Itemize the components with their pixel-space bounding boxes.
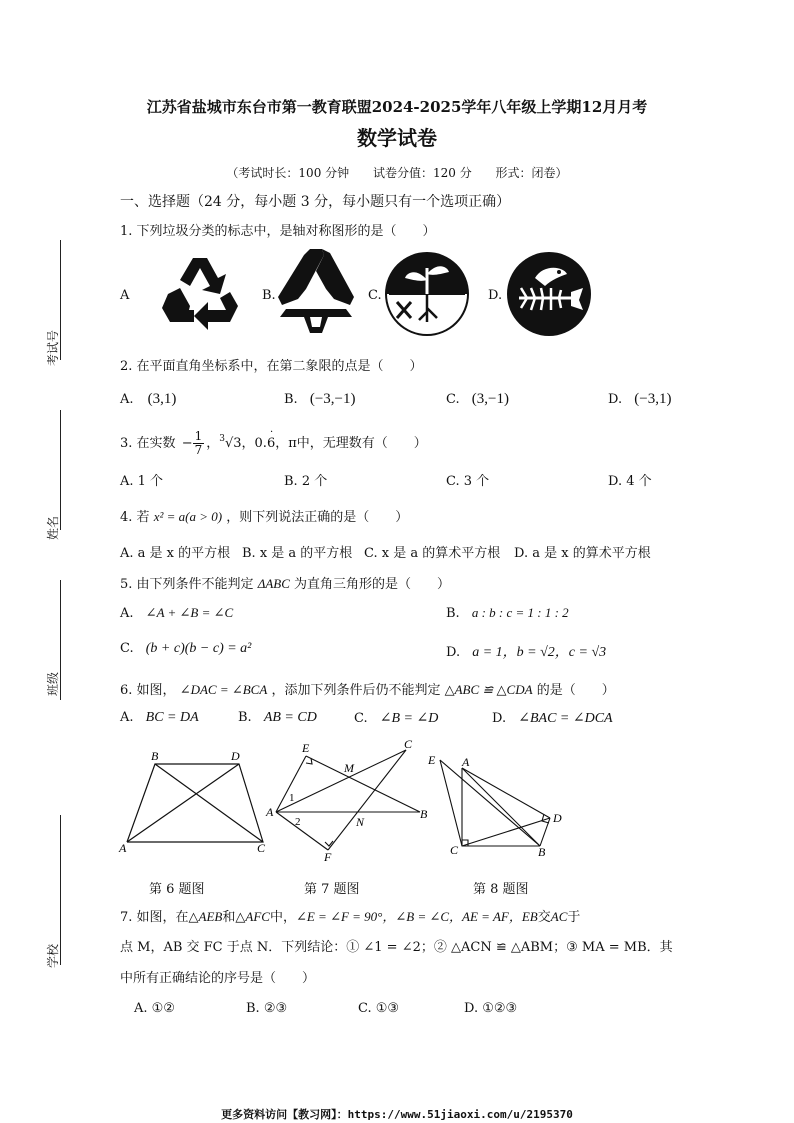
f6-label-c: C <box>257 841 266 855</box>
q3-stem-a: 3. 在实数 <box>120 436 176 451</box>
q3-opt-b: B. 2 个 <box>284 474 328 489</box>
q5-opt-c <box>120 641 251 657</box>
q2-opt-c-val: (3,−1) <box>471 391 509 407</box>
f8-label-e: E <box>428 753 436 767</box>
recycle-icon <box>160 252 240 330</box>
q5-opt-a-val: ∠A + ∠B = ∠C <box>145 605 234 620</box>
q7-line1-c: 中， <box>269 910 296 925</box>
f6-label-b: B <box>151 749 159 763</box>
figure-7 <box>262 738 437 863</box>
q7-opt-d: D. ①②③ <box>464 1001 518 1016</box>
f7-label-b: B <box>420 807 428 821</box>
exam-title: 江苏省盐城市东台市第一教育联盟2024-2025学年八年级上学期12月月考 <box>146 98 648 116</box>
hazard-bin-icon <box>276 247 356 335</box>
q6-opt-c-val: ∠B = ∠D <box>379 711 439 726</box>
info-form: 形式：闭卷） <box>495 166 568 180</box>
q5-stem-a: 5. 由下列条件不能判定 <box>120 577 254 592</box>
side-line-2 <box>60 410 61 530</box>
q5-opt-a-label: A. <box>120 606 134 621</box>
q5-opt-c-label: C. <box>120 641 134 656</box>
q2-opt-c <box>446 391 509 408</box>
q4-stem <box>120 506 408 525</box>
f6-label-d: D <box>231 749 240 763</box>
f7-label-m: M <box>344 761 354 775</box>
side-label-exam-no: 考试号 <box>46 329 60 366</box>
q6-opt-a-val: BC = DA <box>145 710 199 725</box>
q6-stem-math2: △ABC ≌ △CDA <box>444 682 533 697</box>
f6-label-a: A <box>119 841 127 855</box>
q1-opt-b: B. <box>262 288 276 303</box>
f7-label-e: E <box>302 741 310 755</box>
q6-stem-b: ，添加下列条件后仍不能判定 <box>271 683 441 698</box>
q4-stem-b: ，则下列说法正确的是（ ） <box>226 510 409 525</box>
q7-line2: 点 M，AB 交 FC 于点 N．下列结论：① ∠1 = ∠2；② △ACN ≌ △ABM；③ MA = MB．其 <box>120 940 673 955</box>
q2-opt-a <box>120 391 176 408</box>
q6-stem <box>120 679 615 698</box>
q5-opt-a <box>120 605 233 621</box>
q1-stem: 1. 下列垃圾分类的标志中，是轴对称图形的是（ ） <box>120 224 436 239</box>
f7-label-c: C <box>404 738 413 751</box>
f7-label-n: N <box>356 815 365 829</box>
f7-label-2: 2 <box>295 816 301 828</box>
q5-opt-c-val: (b + c)(b − c) = a² <box>145 641 252 656</box>
q1-opt-c: C. <box>368 288 382 303</box>
side-label-name: 姓名 <box>46 515 60 540</box>
q1-opt-d: D. <box>488 288 503 303</box>
q4-opt-c: C. x 是 a 的算术平方根 <box>364 546 501 561</box>
f8-label-c: C <box>450 843 459 857</box>
f8-label-d: D <box>553 811 562 825</box>
q5-opt-b-label: B. <box>446 606 460 621</box>
f7-label-1: 1 <box>289 792 295 804</box>
figure-6 <box>115 748 275 858</box>
q1-opt-a: A <box>120 288 130 303</box>
q6-opt-d-label: D. <box>492 711 507 726</box>
q7-opt-a: A. ①② <box>134 1001 175 1016</box>
q7-line1-d: 交 <box>537 910 551 925</box>
q3-stem-b: ，π中，无理数有（ ） <box>275 436 427 451</box>
q5-opt-d-val: a = 1，b = √2，c = √3 <box>472 645 607 660</box>
q2-opt-a-val: (3,1) <box>147 391 177 407</box>
f7-label-f: F <box>324 850 332 863</box>
q7-line1 <box>120 906 580 925</box>
q2-opt-a-label: A. <box>120 392 134 407</box>
q7-line1-e: 于 <box>567 910 581 925</box>
side-line-4 <box>60 815 61 965</box>
q2-opt-b <box>284 391 356 408</box>
q4-opt-a: A. a 是 x 的平方根 <box>120 546 231 561</box>
q6-opt-b-val: AB = CD <box>263 710 317 725</box>
q6-opt-b <box>238 710 317 726</box>
q5-stem <box>120 573 450 592</box>
q6-opt-d <box>492 710 613 727</box>
q4-stem-math: x² = a(a > 0) <box>153 509 223 524</box>
q3-stem: 3. 在实数 − $\frac{1}{7}$ ，$^3$√3，0.6 · ，π中，无理数有（ ） <box>120 427 427 457</box>
q7-line1-m2: △AFC <box>235 909 270 924</box>
q3-opt-a: A. 1 个 <box>120 474 164 489</box>
footer-link[interactable]: 更多资料访问【教习网】：https://www.51jiaoxi.com/u/2195370 <box>221 1108 573 1121</box>
q4-opt-b: B. x 是 a 的平方根 <box>242 546 353 561</box>
section-heading: 一、选择题（24 分，每小题 3 分，每小题只有一个选项正确） <box>120 194 511 210</box>
q6-stem-math1: ∠DAC = ∠BCA <box>179 682 268 697</box>
q2-opt-d <box>608 391 671 408</box>
q2-opt-d-label: D. <box>608 392 623 407</box>
q7-line1-m3: ∠E = ∠F = 90°，∠B = ∠C，AE = AF，EB <box>295 909 538 924</box>
caption-fig6: 第 6 题图 <box>149 882 205 897</box>
f8-label-b: B <box>538 845 546 859</box>
q6-opt-a <box>120 710 199 726</box>
q6-opt-c <box>354 710 438 727</box>
info-time: （考试时长：100 分钟 <box>226 166 350 180</box>
q4-opt-d: D. a 是 x 的算术平方根 <box>514 546 651 561</box>
q5-opt-d-label: D. <box>446 645 461 660</box>
q2-opt-d-val: (−3,1) <box>634 391 672 407</box>
f8-label-a: A <box>462 755 470 769</box>
q7-line1-a: 7. 如图，在 <box>120 910 189 925</box>
q4-stem-a: 4. 若 <box>120 510 150 525</box>
exam-subtitle: 数学试卷 <box>357 126 437 150</box>
q7-line1-m1: △AEB <box>188 909 223 924</box>
q2-opt-b-label: B. <box>284 392 298 407</box>
exam-info <box>0 164 794 181</box>
q5-opt-b-val: a : b : c = 1 : 1 : 2 <box>471 605 569 620</box>
q6-opt-b-label: B. <box>238 710 252 725</box>
caption-fig8: 第 8 题图 <box>473 882 529 897</box>
q5-stem-b: 为直角三角形的是（ ） <box>294 577 451 592</box>
side-label-school: 学校 <box>46 943 60 968</box>
q7-line3: 中所有正确结论的序号是（ ） <box>120 971 316 986</box>
caption-fig7: 第 7 题图 <box>304 882 360 897</box>
side-label-class: 班级 <box>46 671 60 696</box>
q7-opt-c: C. ①③ <box>358 1001 400 1016</box>
kitchen-waste-icon <box>383 250 471 338</box>
f7-label-a: A <box>266 805 274 819</box>
q5-opt-b <box>446 605 569 621</box>
q3-opt-c: C. 3 个 <box>446 474 490 489</box>
q3-fraction: − $\frac{1}{7}$ <box>181 429 203 457</box>
q6-stem-a: 6. 如图， <box>120 683 176 698</box>
figure-8 <box>422 748 572 860</box>
q6-opt-d-val: ∠BAC = ∠DCA <box>518 711 613 726</box>
q5-opt-d <box>446 641 606 661</box>
q6-opt-c-label: C. <box>354 711 368 726</box>
q6-stem-c: 的是（ ） <box>536 683 615 698</box>
q2-stem: 2. 在平面直角坐标系中，在第二象限的点是（ ） <box>120 359 423 374</box>
q2-opt-b-val: (−3,−1) <box>309 391 356 407</box>
q3-opt-d: D. 4 个 <box>608 474 652 489</box>
q7-line1-b: 和 <box>222 910 236 925</box>
q5-stem-math: ΔABC <box>257 576 290 591</box>
q6-opt-a-label: A. <box>120 710 134 725</box>
info-score: 试卷分值：120 分 <box>372 166 472 180</box>
q7-line1-m4: AC <box>550 909 568 924</box>
q7-opt-b: B. ②③ <box>246 1001 288 1016</box>
fish-bone-icon <box>505 250 593 338</box>
q2-opt-c-label: C. <box>446 392 460 407</box>
